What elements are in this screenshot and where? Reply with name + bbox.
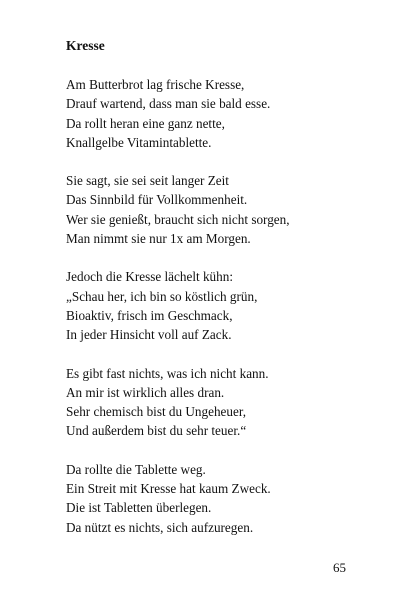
page-number: 65 bbox=[333, 560, 346, 575]
poem-body bbox=[66, 75, 366, 556]
stanza-5 bbox=[66, 460, 366, 537]
poem-line: Sehr chemisch bist du Ungeheuer, bbox=[66, 404, 247, 420]
poem-line: Und außerdem bist du sehr teuer.“ bbox=[66, 423, 247, 439]
poem-line: Wer sie genießt, braucht sich nicht sorgen, bbox=[66, 211, 290, 227]
poem-line: Ein Streit mit Kresse hat kaum Zweck. bbox=[66, 481, 271, 497]
stanza-3 bbox=[66, 267, 366, 344]
poem-line: Da nützt es nichts, sich aufzuregen. bbox=[66, 519, 254, 535]
poem-line: „Schau her, ich bin so köstlich grün, bbox=[66, 288, 258, 304]
poem-title: Kresse bbox=[66, 38, 105, 53]
poem-line: Drauf wartend, dass man sie bald esse. bbox=[66, 96, 271, 112]
poem-line: Man nimmt sie nur 1x am Morgen. bbox=[66, 231, 251, 247]
poem-line: Es gibt fast nichts, was ich nicht kann. bbox=[66, 365, 269, 381]
stanza-1 bbox=[66, 75, 366, 152]
poem-line: Knallgelbe Vitamintablette. bbox=[66, 134, 212, 150]
poem-line: Am Butterbrot lag frische Kresse, bbox=[66, 77, 245, 92]
poem-line: An mir ist wirklich alles dran. bbox=[66, 384, 225, 400]
stanza-4 bbox=[66, 364, 366, 441]
poem-line: Jedoch die Kresse lächelt kühn: bbox=[66, 269, 233, 285]
poem-line: Da rollte die Tablette weg. bbox=[66, 461, 206, 477]
poem-line: Sie sagt, sie sei seit langer Zeit bbox=[66, 173, 229, 189]
poem-line: Das Sinnbild für Vollkommenheit. bbox=[66, 192, 248, 208]
poem-line: Die ist Tabletten überlegen. bbox=[66, 500, 212, 516]
poem-line: Da rollt heran eine ganz nette, bbox=[66, 115, 225, 131]
poem-line: In jeder Hinsicht voll auf Zack. bbox=[66, 327, 232, 343]
poem-line: Bioaktiv, frisch im Geschmack, bbox=[66, 307, 233, 323]
stanza-2 bbox=[66, 171, 366, 248]
